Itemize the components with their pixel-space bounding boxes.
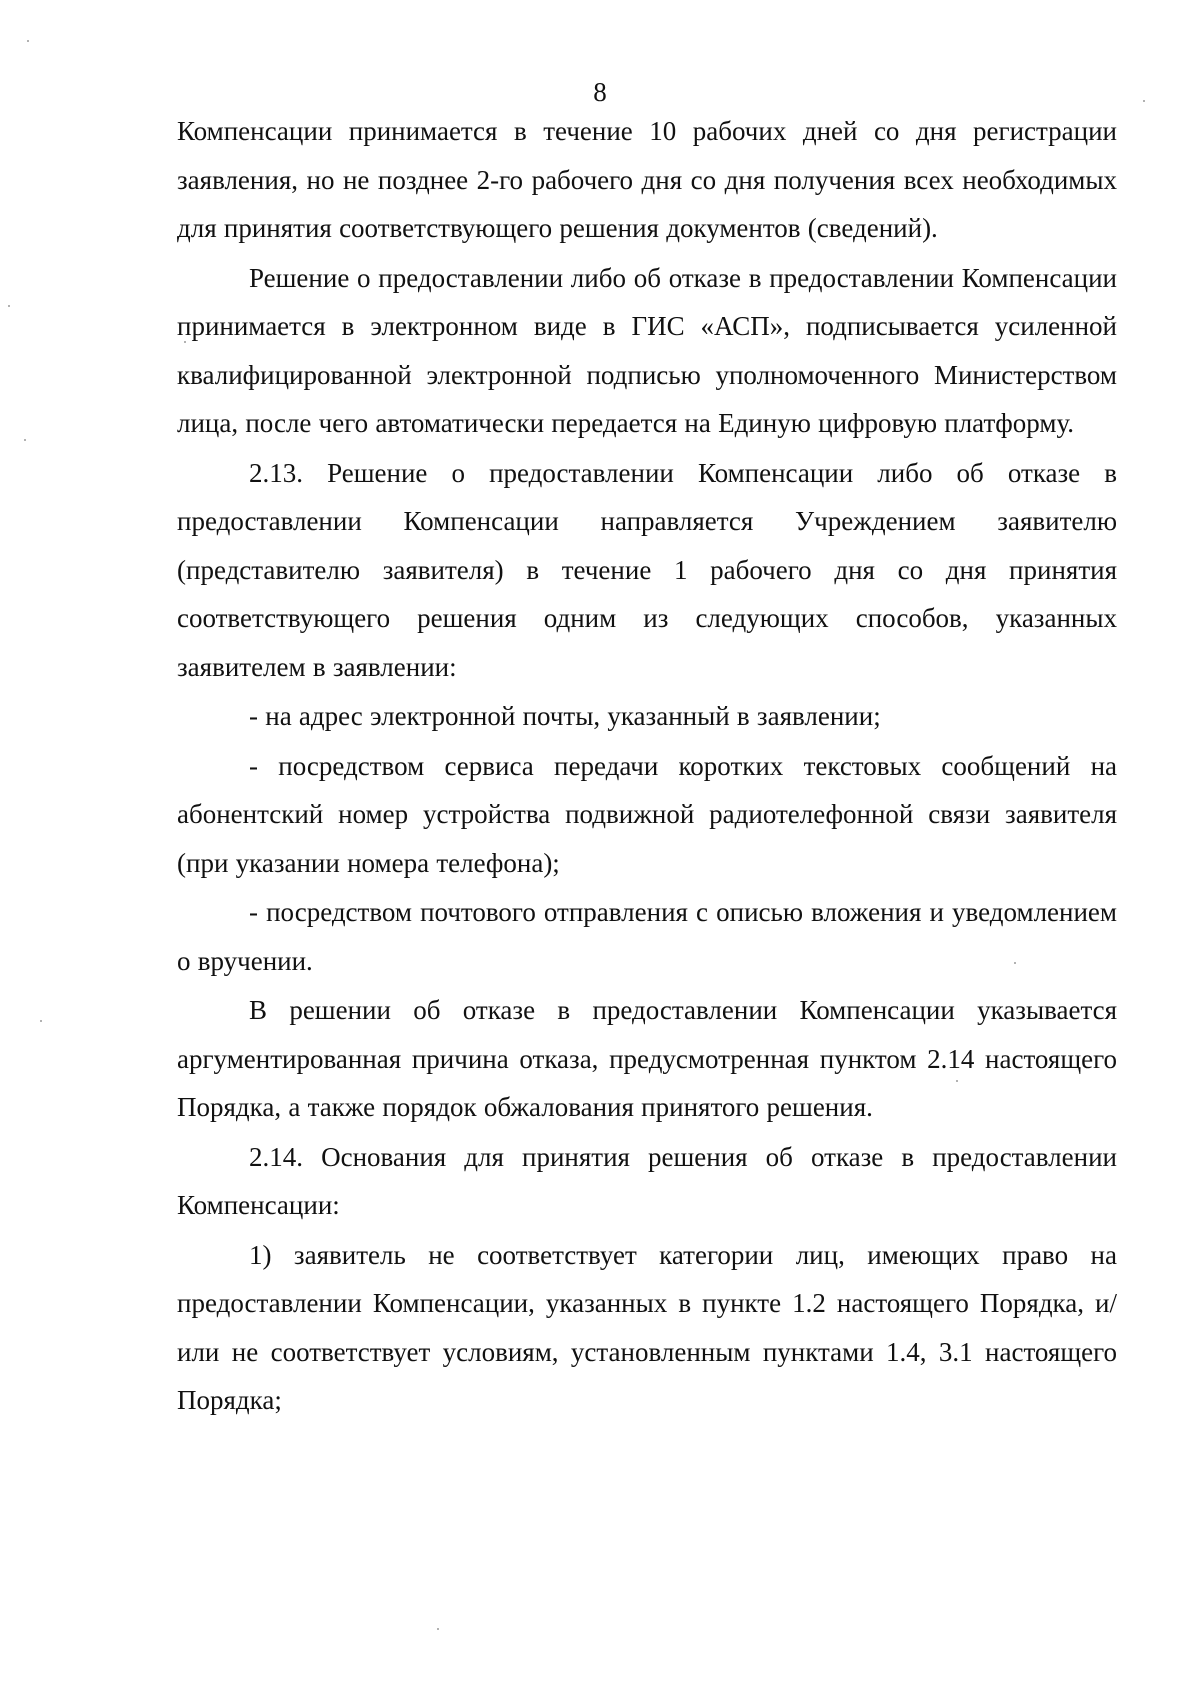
list-item-sms: - посредством сервиса передачи коротких текстовых сообщений на абонентский номер устройства подвижной радиотелефонной связи заявителя (при указании номера телефона); xyxy=(177,750,1117,878)
scan-speck xyxy=(956,1080,958,1082)
list-item-email: - на адрес электронной почты, указанный в заявлении; xyxy=(249,701,881,731)
page-number: 8 xyxy=(593,77,607,107)
paragraph-decision-form: Решение о предоставлении либо об отказе в предоставлении Компенсации принимается в электронном виде в ГИС «АСП», подписывается усиленной квалифицированной электронной подписью уполномоченного Министерством лица, после чего автоматически передается на Единую цифровую платформу. xyxy=(177,262,1117,438)
scan-speck xyxy=(184,341,186,343)
list-item-ground-1: 1) заявитель не соответствует категории лиц, имеющих право на предоставлении Компенсации, указанных в пункте 1.2 настоящего Порядка, и/или не соответствует условиям, установленным пунктами 1.4, 3.1 настоящего Порядка; xyxy=(177,1239,1117,1415)
paragraph-2-13: 2.13. Решение о предоставлении Компенсации либо об отказе в предоставлении Компенсации направляется Учреждением заявителю (представителю заявителя) в течение 1 рабочего дня со дня принятия соответствующего решения одним из следующих способов, указанных заявителем в заявлении: xyxy=(177,457,1117,682)
scan-speck xyxy=(40,1020,42,1022)
paragraph-2-14: 2.14. Основания для принятия решения об отказе в предоставлении Компенсации: xyxy=(177,1141,1117,1220)
scan-speck xyxy=(8,305,10,307)
list-item-post: - посредством почтового отправления с описью вложения и уведомлением о вручении. xyxy=(177,897,1117,976)
paragraph-continuation: Компенсации принимается в течение 10 рабочих дней со дня регистрации заявления, но не позднее 2-го рабочего дня со дня получения всех необходимых для принятия соответствующего решения документов (сведений). xyxy=(177,116,1117,243)
scan-speck xyxy=(1143,100,1145,102)
scan-speck xyxy=(24,439,26,441)
document-body xyxy=(177,107,1117,1426)
scan-speck xyxy=(1014,962,1016,964)
paragraph-refusal-reason: В решении об отказе в предоставлении Компенсации указывается аргументированная причина отказа, предусмотренная пунктом 2.14 настоящего Порядка, а также порядок обжалования принятого решения. xyxy=(177,995,1117,1122)
scan-speck xyxy=(27,40,29,42)
scan-speck xyxy=(437,1628,439,1630)
